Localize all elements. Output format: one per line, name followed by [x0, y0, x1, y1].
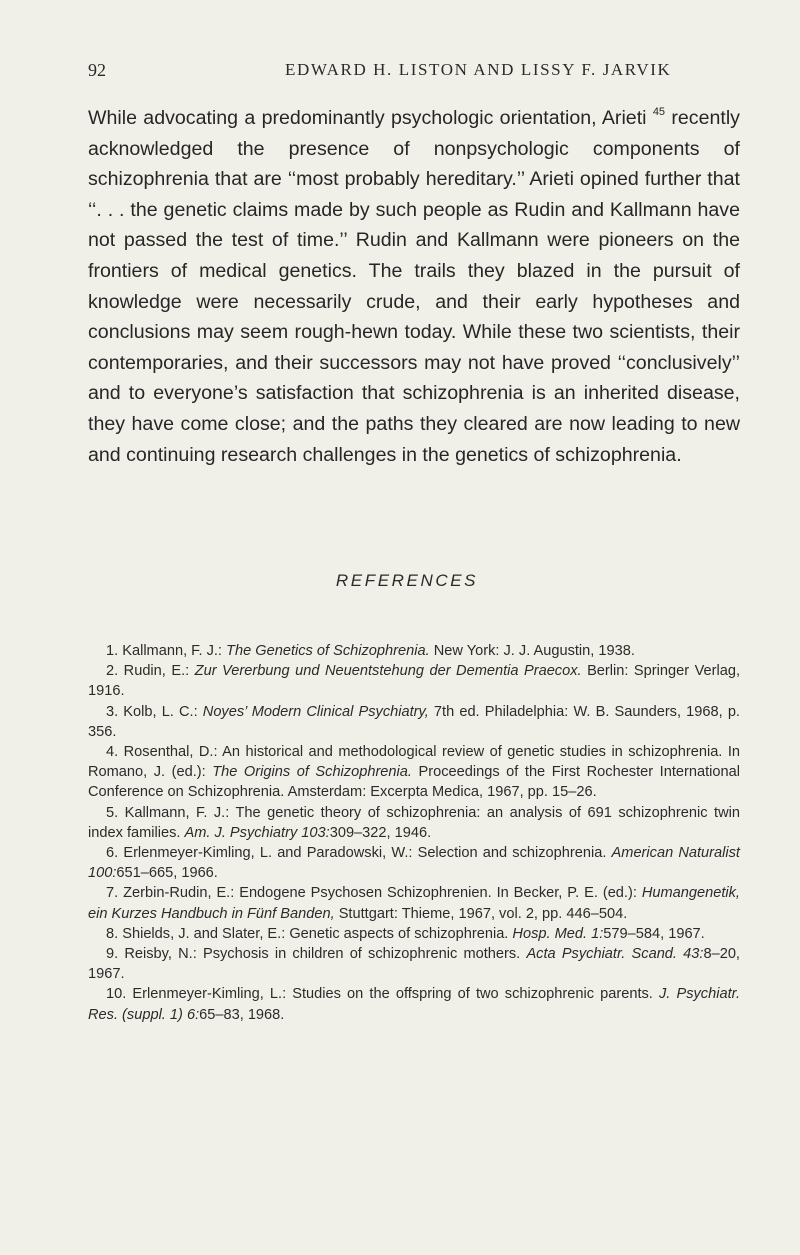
reference-item-3: 3. Kolb, L. C.: Noyes’ Modern Clinical Psychiatry, 7th ed. Philadelphia: W. B. Saunders, 1968, p. 356. — [88, 703, 740, 740]
reference-item-6: 6. Erlenmeyer-Kimling, L. and Paradowski, W.: Selection and schizophrenia. American Naturalist 100:651–665, 1966. — [88, 845, 740, 882]
running-head-authors: EDWARD H. LISTON AND LISSY F. JARVIK — [285, 60, 672, 79]
reference-item-1: 1. Kallmann, F. J.: The Genetics of Schizophrenia. New York: J. J. Augustin, 1938. — [106, 643, 635, 659]
reference-item-9: 9. Reisby, N.: Psychosis in children of schizophrenic mothers. Acta Psychiatr. Scand. 43:8–20, 1967. — [88, 946, 740, 983]
reference-item-5: 5. Kallmann, F. J.: The genetic theory of schizophrenia: an analysis of 691 schizophrenic twin index families. Am. J. Psychiatry 103:309–322, 1946. — [88, 804, 740, 841]
reference-item-10: 10. Erlenmeyer-Kimling, L.: Studies on the offspring of two schizophrenic parents. J. Psychiatr. Res. (suppl. 1) 6:65–83, 1968. — [88, 986, 741, 1023]
paragraph-text-rest: recently acknowledged the presence of nonpsychologic components of schizophrenia that are ‘‘most probably hereditary.’’ Arieti opined further that ‘‘. . . the genetic claims made by such people as Rudin and Kallmann have not passed the test of time.’’ Rudin and Kallmann were pioneers on the frontiers of medical genetics. The trails they blazed in the pursuit of knowledge were necessarily crude, and their early hypotheses and conclusions may seem rough-hewn today. While these two scientists, their contemporaries, and their successors may not have proved ‘‘conclusively’’ and to everyone’s satisfaction that schizophrenia is an inherited disease, they have come close; and the paths they cleared are now leading to new and continuing research challenges in the genetics of schizophrenia. — [88, 107, 740, 466]
paragraph-text-start: While advocating a predominantly psychologic orientation, Arieti — [88, 107, 653, 129]
citation-superscript: 45 — [652, 106, 666, 118]
reference-item-7: 7. Zerbin-Rudin, E.: Endogene Psychosen Schizophrenien. In Becker, P. E. (ed.): Humangenetik, ein Kurzes Handbuch in Fünf Banden, Stuttgart: Thieme, 1967, vol. 2, pp. 446–504. — [88, 885, 740, 922]
references-heading: REFERENCES — [335, 571, 479, 590]
page-number: 92 — [88, 60, 106, 80]
reference-item-8: 8. Shields, J. and Slater, E.: Genetic aspects of schizophrenia. Hosp. Med. 1:579–584, 1967. — [106, 925, 705, 942]
reference-item-2: 2. Rudin, E.: Zur Vererbung und Neuentstehung der Dementia Praecox. Berlin: Springer Verlag, 1916. — [88, 663, 740, 700]
reference-item-4: 4. Rosenthal, D.: An historical and methodological review of genetic studies in schizophrenia. In Romano, J. (ed.): The Origins of Schizophrenia. Proceedings of the First Rochester International Conference on Schizophrenia. Amsterdam: Excerpta Medica, 1967, pp. 15–26. — [88, 744, 740, 801]
body-paragraph — [88, 103, 740, 470]
references-list — [88, 641, 740, 1025]
